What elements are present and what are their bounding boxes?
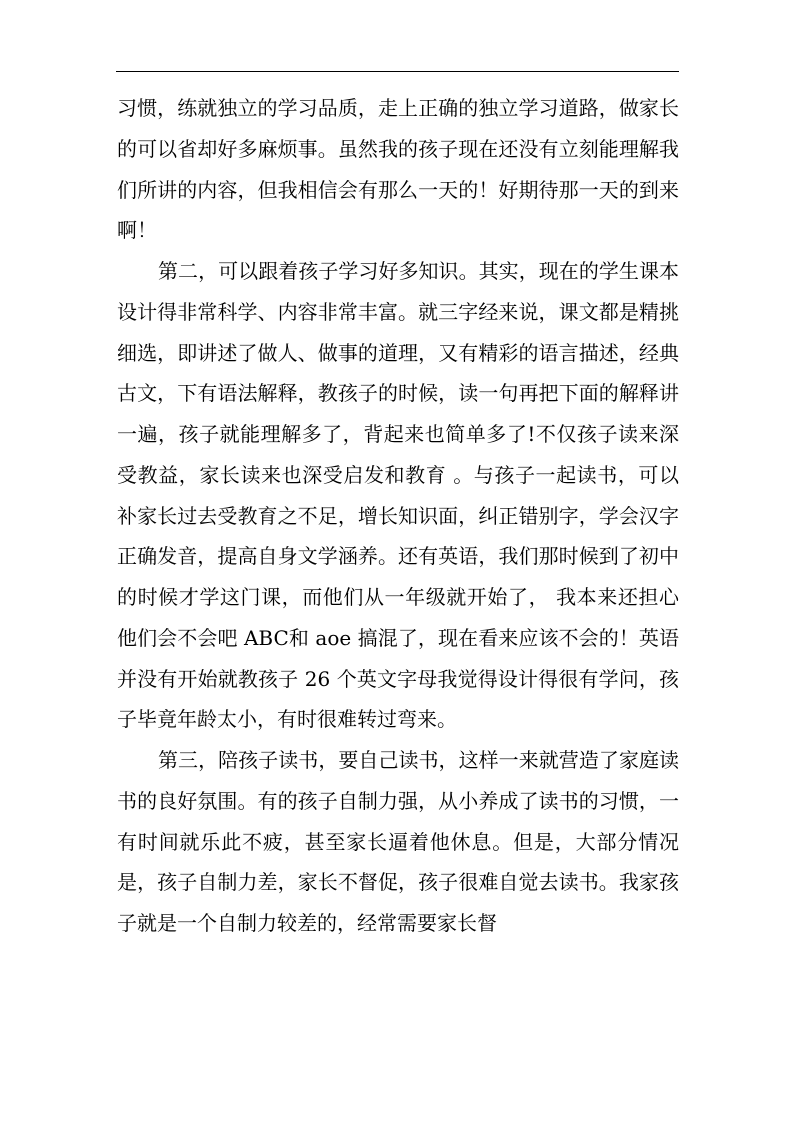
paragraph-1: 习惯，练就独立的学习品质，走上正确的独立学习道路，做家长的可以省却好多麻烦事。虽然我的孩子现在还没有立刻能理解我们所讲的内容，但我相信会有那么一天的！好期待那一天的到来啊！ [117,96,679,243]
paragraph-2: 第二，可以跟着孩子学习好多知识。其实，现在的学生课本设计得非常科学、内容非常丰富。就三字经来说，课文都是精挑细选，即讲述了做人、做事的道理，又有精彩的语言描述，经典古文，下有语法解释，教孩子的时候，读一句再把下面的解释讲一遍，孩子就能理解多了，背起来也简单多了!不仅孩子读来深受教益，家长读来也深受启发和教育 。与孩子一起读书，可以补家长过去受教育之不足，增长知识面，纠正错别字，学会汉字正确发音，提高自身文学涵养。还有英语，我们那时候到了初中的时候才学这门课，而他们从一年级就开始了， 我本来还担心他们会不会吧 ABC和 aoe 搞混了，现在看来应该不会的！英语并没有开始就教孩子 26 个英文字母我觉得设计得很有学问，孩子毕竟年龄太小，有时很难转过弯来。 [117,259,679,732]
body-text [117,88,679,944]
paragraph-3: 第三，陪孩子读书，要自己读书，这样一来就营造了家庭读书的良好氛围。有的孩子自制力强，从小养成了读书的习惯，一有时间就乐此不疲，甚至家长逼着他休息。但是，大部分情况是，孩子自制力差，家长不督促，孩子很难自觉去读书。我家孩子就是一个自制力较差的，经常需要家长督 [117,748,679,935]
header-rule [116,71,679,72]
